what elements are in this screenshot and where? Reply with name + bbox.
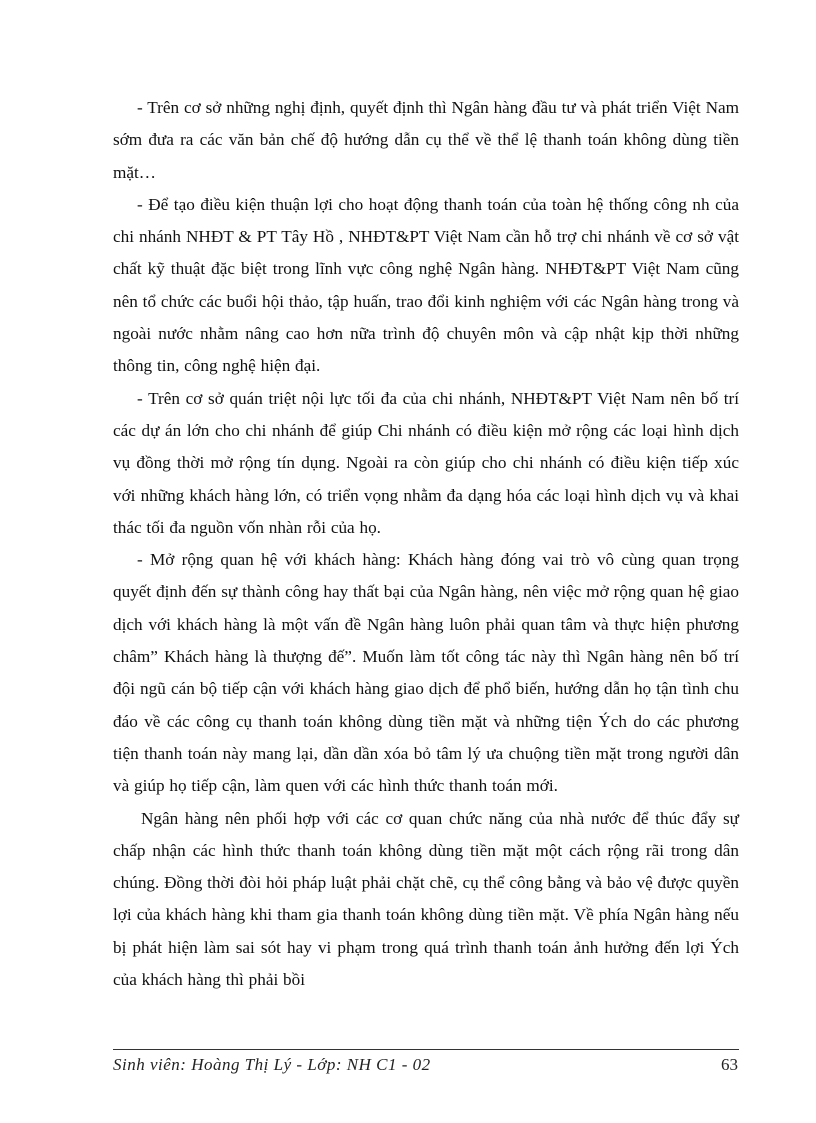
paragraph-5: Ngân hàng nên phối hợp với các cơ quan chức năng của nhà nước để thúc đẩy sự chấp nhận các hình thức thanh toán không dùng tiền mặt một cách rộng rãi trong dân chúng. Đồng thời đòi hỏi pháp luật phải chặt chẽ, cụ thể công bằng và bảo vệ được quyền lợi của khách hàng khi tham gia thanh toán không dùng tiền mặt. Về phía Ngân hàng nếu bị phát hiện làm sai sót hay vi phạm trong quá trình thanh toán ảnh hưởng đến lợi Ých của khách hàng thì phải bồi [113,808,739,990]
body-text [113,92,739,996]
footer-divider [113,1049,739,1050]
paragraph-2: - Để tạo điều kiện thuận lợi cho hoạt động thanh toán của toàn hệ thống công nh của chi nhánh NHĐT & PT Tây Hồ , NHĐT&PT Việt Nam cần hỗ trợ chi nhánh về cơ sở vật chất kỹ thuật đặc biệt trong lĩnh vực công nghệ Ngân hàng. NHĐT&PT Việt Nam cũng nên tổ chức các buổi hội thảo, tập huấn, trao đổi kinh nghiệm với các Ngân hàng trong và ngoài nước nhằm nâng cao hơn nữa trình độ chuyên môn và cập nhật kịp thời những thông tin, công nghệ hiện đại. [113,194,739,376]
footer-student-info: Sinh viên: Hoàng Thị Lý - Lớp: NH C1 - 02 [113,1055,431,1074]
paragraph-4: - Mở rộng quan hệ với khách hàng: Khách hàng đóng vai trò vô cùng quan trọng quyết định đến sự thành công hay thất bại của Ngân hàng, nên việc mở rộng quan hệ giao dịch với khách hàng là một vấn đề Ngân hàng luôn phải quan tâm và thực hiện phương châm” Khách hàng là thượng đế”. Muốn làm tốt công tác này thì Ngân hàng nên bố trí đội ngũ cán bộ tiếp cận với khách hàng giao dịch để phổ biến, hướng dẫn họ tận tình chu đáo về các công cụ thanh toán không dùng tiền mặt và những tiện Ých do các phương tiện thanh toán này mang lại, dần dần xóa bỏ tâm lý ưa chuộng tiền mặt trong người dân và giúp họ tiếp cận, làm quen với các hình thức thanh toán mới. [113,550,739,796]
paragraph-3: - Trên cơ sở quán triệt nội lực tối đa của chi nhánh, NHĐT&PT Việt Nam nên bố trí các dự án lớn cho chi nhánh để giúp Chi nhánh có điều kiện mở rộng các loại hình dịch vụ đồng thời mở rộng tín dụng. Ngoài ra còn giúp cho chi nhánh có điều kiện tiếp xúc với những khách hàng lớn, có triển vọng nhằm đa dạng hóa các loại hình dịch vụ và khai thác tối đa nguồn vốn nhàn rỗi của họ. [113,388,739,537]
page-number: 63 [721,1055,738,1074]
paragraph-1: - Trên cơ sở những nghị định, quyết định thì Ngân hàng đầu tư và phát triển Việt Nam sớm đưa ra các văn bản chế độ hướng dẫn cụ thể về thể lệ thanh toán không dùng tiền mặt… [113,98,739,182]
